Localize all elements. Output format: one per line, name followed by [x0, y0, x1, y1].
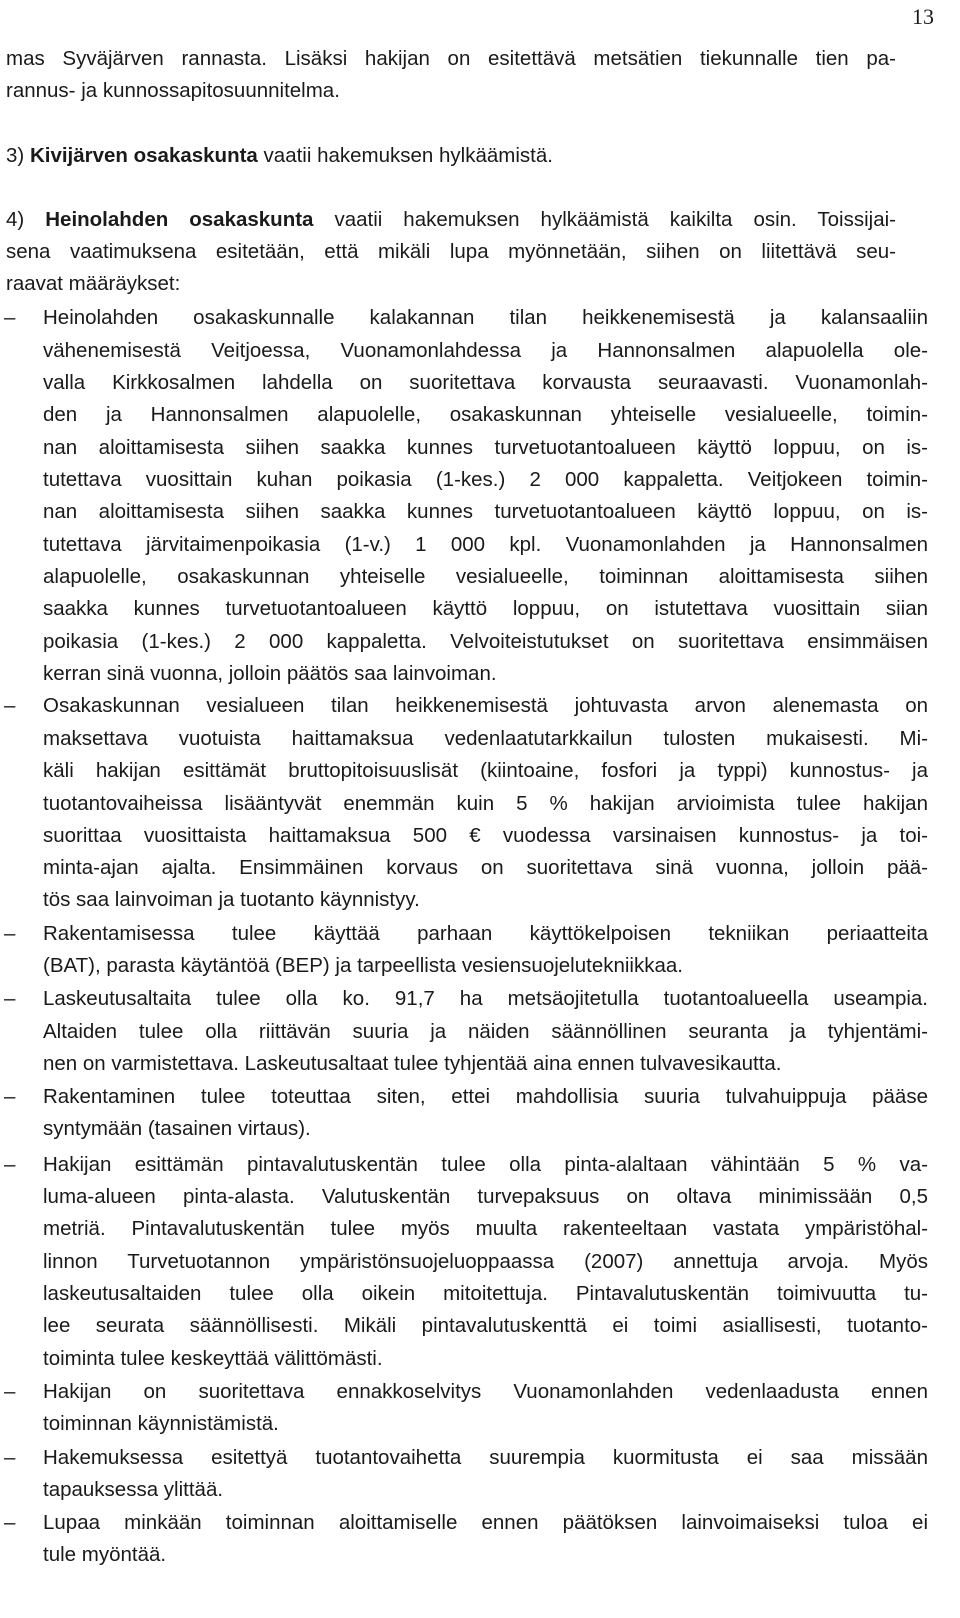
numbered-item-3: [6, 140, 553, 172]
bold-party-name: Kivijärven osakaskunta: [29, 144, 258, 167]
dash-bullet-icon: –: [4, 1446, 16, 1469]
dash-bullet-icon: –: [4, 1085, 16, 1108]
paragraph-line: sena vaatimuksena esitetään, että mikäli lupa myönnetään, siihen on liitettävä seu-: [6, 240, 896, 263]
bullet-line: nan aloittamisesta siihen saakka kunnes turvetuotantoalueen käyttö loppuu, on is-: [43, 500, 928, 523]
item-number: 3): [6, 144, 30, 167]
paragraph-line: raavat määräykset:: [6, 272, 181, 295]
bullet-line: laskeutusaltaiden tulee olla oikein mitoitettuja. Pintavalutuskentän toimivuutta tu-: [43, 1282, 928, 1305]
bullet-line: nan aloittamisesta siihen saakka kunnes turvetuotantoalueen käyttö loppuu, on is-: [43, 436, 928, 459]
bullet-line: Laskeutusaltaita tulee olla ko. 91,7 ha metsäojitetulla tuotantoalueella useampia.: [43, 987, 928, 1010]
bullet-line: Osakaskunnan vesialueen tilan heikkenemisestä johtuvasta arvon alenemasta on: [43, 694, 928, 717]
paragraph-line: mas Syväjärven rannasta. Lisäksi hakijan on esitettävä metsätien tiekunnalle tien pa-: [6, 47, 896, 70]
item-number: 4): [6, 208, 46, 231]
bullet-line: Rakentamisessa tulee käyttää parhaan käyttökelpoisen tekniikan periaatteita: [43, 922, 928, 945]
bullet-line: Lupaa minkään toiminnan aloittamiselle ennen päätöksen lainvoimaiseksi tuloa ei: [43, 1511, 928, 1534]
bullet-line: tule myöntää.: [43, 1543, 167, 1566]
bullet-line: (BAT), parasta käytäntöä (BEP) ja tarpeellista vesiensuojelutekniikkaa.: [43, 954, 683, 977]
bullet-line: syntymään (tasainen virtaus).: [43, 1117, 311, 1140]
bold-party-name: Heinolahden osakaskunta: [45, 208, 314, 231]
bullet-line: maksettava vuotuista haittamaksua vedenlaatutarkkailun tulosten mukaisesti. Mi-: [43, 727, 928, 750]
bullet-line: Hakijan on suoritettava ennakkoselvitys Vuonamonlahden vedenlaadusta ennen: [43, 1380, 928, 1403]
bullet-line: toiminnan käynnistämistä.: [43, 1412, 279, 1435]
numbered-item-4: [6, 204, 896, 236]
dash-bullet-icon: –: [4, 306, 16, 329]
item-text: vaatii hakemuksen hylkäämistä kaikilta osin. Toissijai-: [313, 208, 896, 231]
page-number: 13: [912, 4, 934, 29]
bullet-line: Hakijan esittämän pintavalutuskentän tulee olla pinta-alaltaan vähintään 5 % va-: [43, 1153, 928, 1176]
bullet-line: käli hakijan esittämät bruttopitoisuuslisät (kiintoaine, fosfori ja typpi) kunnostus- ja: [43, 759, 928, 782]
bullet-line: tuotantovaiheissa lisääntyvät enemmän kuin 5 % hakijan arvioimista tulee hakijan: [43, 792, 928, 815]
bullet-line: poikasia (1-kes.) 2 000 kappaletta. Velvoiteistutukset on suoritettava ensimmäisen: [43, 630, 928, 653]
bullet-line: alapuolelle, osakaskunnan yhteiselle vesialueelle, toiminnan aloittamisesta siihen: [43, 565, 928, 588]
bullet-line: metriä. Pintavalutuskentän tulee myös muulta rakenteeltaan vastata ympäristöhal-: [43, 1217, 928, 1240]
bullet-line: kerran sinä vuonna, jolloin päätös saa lainvoiman.: [43, 662, 497, 685]
bullet-line: Altaiden tulee olla riittävän suuria ja näiden säännöllinen seuranta ja tyhjentämi-: [43, 1020, 928, 1043]
dash-bullet-icon: –: [4, 1153, 16, 1176]
bullet-line: tapauksessa ylittää.: [43, 1478, 224, 1501]
bullet-line: tutettava vuosittain kuhan poikasia (1-kes.) 2 000 kappaletta. Veitjokeen toimin-: [43, 468, 928, 491]
bullet-line: Heinolahden osakaskunnalle kalakannan tilan heikkenemisestä ja kalansaaliin: [43, 306, 928, 329]
paragraph-line: rannus- ja kunnossapitosuunnitelma.: [6, 79, 340, 102]
bullet-line: Hakemuksessa esitettyä tuotantovaihetta suurempia kuormitusta ei saa missään: [43, 1446, 928, 1469]
bullet-line: suorittaa vuosittaista haittamaksua 500 € vuodessa varsinaisen kunnostus- ja toi-: [43, 824, 928, 847]
bullet-line: den ja Hannonsalmen alapuolelle, osakaskunnan yhteiselle vesialueelle, toimin-: [43, 403, 928, 426]
bullet-line: tös saa lainvoiman ja tuotanto käynnistyy.: [43, 888, 420, 911]
dash-bullet-icon: –: [4, 922, 16, 945]
dash-bullet-icon: –: [4, 694, 16, 717]
dash-bullet-icon: –: [4, 1380, 16, 1403]
bullet-line: minta-ajan ajalta. Ensimmäinen korvaus on suoritettava sinä vuonna, jolloin pää-: [43, 856, 928, 879]
bullet-line: valla Kirkkosalmen lahdella on suoritettava korvausta seuraavasti. Vuonamonlah-: [43, 371, 928, 394]
bullet-line: vähenemisestä Veitjoessa, Vuonamonlahdessa ja Hannonsalmen alapuolella ole-: [43, 339, 928, 362]
bullet-line: linnon Turvetuotannon ympäristönsuojeluoppaassa (2007) annettuja arvoja. Myös: [43, 1250, 928, 1273]
bullet-line: luma-alueen pinta-alasta. Valutuskentän turvepaksuus on oltava minimissään 0,5: [43, 1185, 928, 1208]
dash-bullet-icon: –: [4, 1511, 16, 1534]
item-text: vaatii hakemuksen hylkäämistä.: [257, 144, 553, 167]
bullet-line: toiminta tulee keskeyttää välittömästi.: [43, 1347, 383, 1370]
bullet-line: tutettava järvitaimenpoikasia (1-v.) 1 000 kpl. Vuonamonlahden ja Hannonsalmen: [43, 533, 928, 556]
bullet-line: nen on varmistettava. Laskeutusaltaat tulee tyhjentää aina ennen tulvavesikautta.: [43, 1052, 782, 1075]
bullet-line: lee seurata säännöllisesti. Mikäli pintavalutuskenttä ei toimi asiallisesti, tuotanto-: [43, 1314, 928, 1337]
bullet-line: Rakentaminen tulee toteuttaa siten, ettei mahdollisia suuria tulvahuippuja pääse: [43, 1085, 928, 1108]
bullet-line: saakka kunnes turvetuotantoalueen käyttö loppuu, on istutettava vuosittain siian: [43, 597, 928, 620]
dash-bullet-icon: –: [4, 987, 16, 1010]
